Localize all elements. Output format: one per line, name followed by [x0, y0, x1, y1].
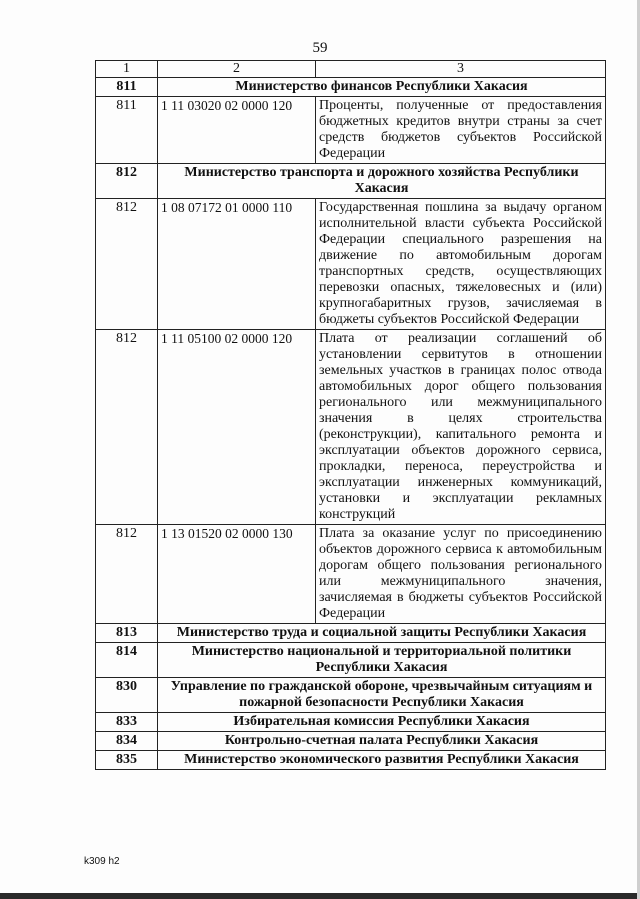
administrator-header-row [96, 164, 606, 199]
administrator-header-row [96, 678, 606, 713]
administrator-code: 812 [96, 525, 158, 624]
budget-classification-code: 1 13 01520 02 0000 130 [158, 525, 316, 624]
administrator-code: 834 [96, 732, 158, 751]
administrator-code: 830 [96, 678, 158, 713]
administrator-header-row [96, 732, 606, 751]
scan-bottom-edge [0, 893, 640, 899]
administrator-code: 814 [96, 643, 158, 678]
revenue-item-row [96, 199, 606, 330]
administrator-name: Министерство труда и социальной защиты Республики Хакасия [158, 624, 606, 643]
administrator-header-row [96, 713, 606, 732]
revenue-description: Плата от реализации соглашений об установлении сервитутов в отношении земельных участков в границах полос отвода автомобильных дорог общего пользования регионального или межмуниципального значения в целях строительства (реконструкции), капитального ремонта и эксплуатации объектов дорожного сервиса, прокладки, переноса, переустройства и эксплуатации инженерных коммуникаций, установки и эксплуатации рекламных конструкций [316, 330, 606, 525]
revenue-description: Проценты, полученные от предоставления бюджетных кредитов внутри страны за счет средств бюджетов субъектов Российской Федерации [316, 97, 606, 164]
administrator-header-row [96, 78, 606, 97]
administrator-code: 813 [96, 624, 158, 643]
administrator-name: Контрольно-счетная палата Республики Хакасия [158, 732, 606, 751]
administrator-name: Министерство финансов Республики Хакасия [158, 78, 606, 97]
administrator-code: 812 [96, 199, 158, 330]
administrator-name: Министерство транспорта и дорожного хозяйства Республики Хакасия [158, 164, 606, 199]
administrator-code: 812 [96, 330, 158, 525]
budget-classification-code: 1 08 07172 01 0000 110 [158, 199, 316, 330]
footer-code: k309 h2 [84, 856, 120, 867]
revenue-codes-table [95, 60, 606, 770]
column-number: 2 [158, 61, 316, 78]
administrator-header-row [96, 751, 606, 770]
administrator-name: Министерство национальной и территориальной политики Республики Хакасия [158, 643, 606, 678]
revenue-description: Плата за оказание услуг по присоединению объектов дорожного сервиса к автомобильным дорогам общего пользования регионального или межмуниципального значения, зачисляемая в бюджеты субъектов Российской Федерации [316, 525, 606, 624]
administrator-code: 811 [96, 97, 158, 164]
column-number: 1 [96, 61, 158, 78]
administrator-code: 811 [96, 78, 158, 97]
revenue-item-row [96, 97, 606, 164]
revenue-item-row [96, 330, 606, 525]
administrator-code: 812 [96, 164, 158, 199]
budget-classification-code: 1 11 05100 02 0000 120 [158, 330, 316, 525]
administrator-code: 833 [96, 713, 158, 732]
revenue-description: Государственная пошлина за выдачу органом исполнительной власти субъекта Российской Федерации специального разрешения на движение по автомобильным дорогам транспортных средств, осуществляющих перевозки опасных, тяжеловесных и (или) крупногабаритных грузов, зачисляемая в бюджеты субъектов Российской Федерации [316, 199, 606, 330]
page-number: 59 [312, 40, 328, 56]
administrator-header-row [96, 624, 606, 643]
budget-classification-code: 1 11 03020 02 0000 120 [158, 97, 316, 164]
administrator-name: Министерство экономического развития Республики Хакасия [158, 751, 606, 770]
administrator-code: 835 [96, 751, 158, 770]
revenue-item-row [96, 525, 606, 624]
administrator-name: Избирательная комиссия Республики Хакасия [158, 713, 606, 732]
administrator-name: Управление по гражданской обороне, чрезвычайным ситуациям и пожарной безопасности Республики Хакасия [158, 678, 606, 713]
administrator-header-row [96, 643, 606, 678]
column-number-row [96, 61, 606, 78]
column-number: 3 [316, 61, 606, 78]
